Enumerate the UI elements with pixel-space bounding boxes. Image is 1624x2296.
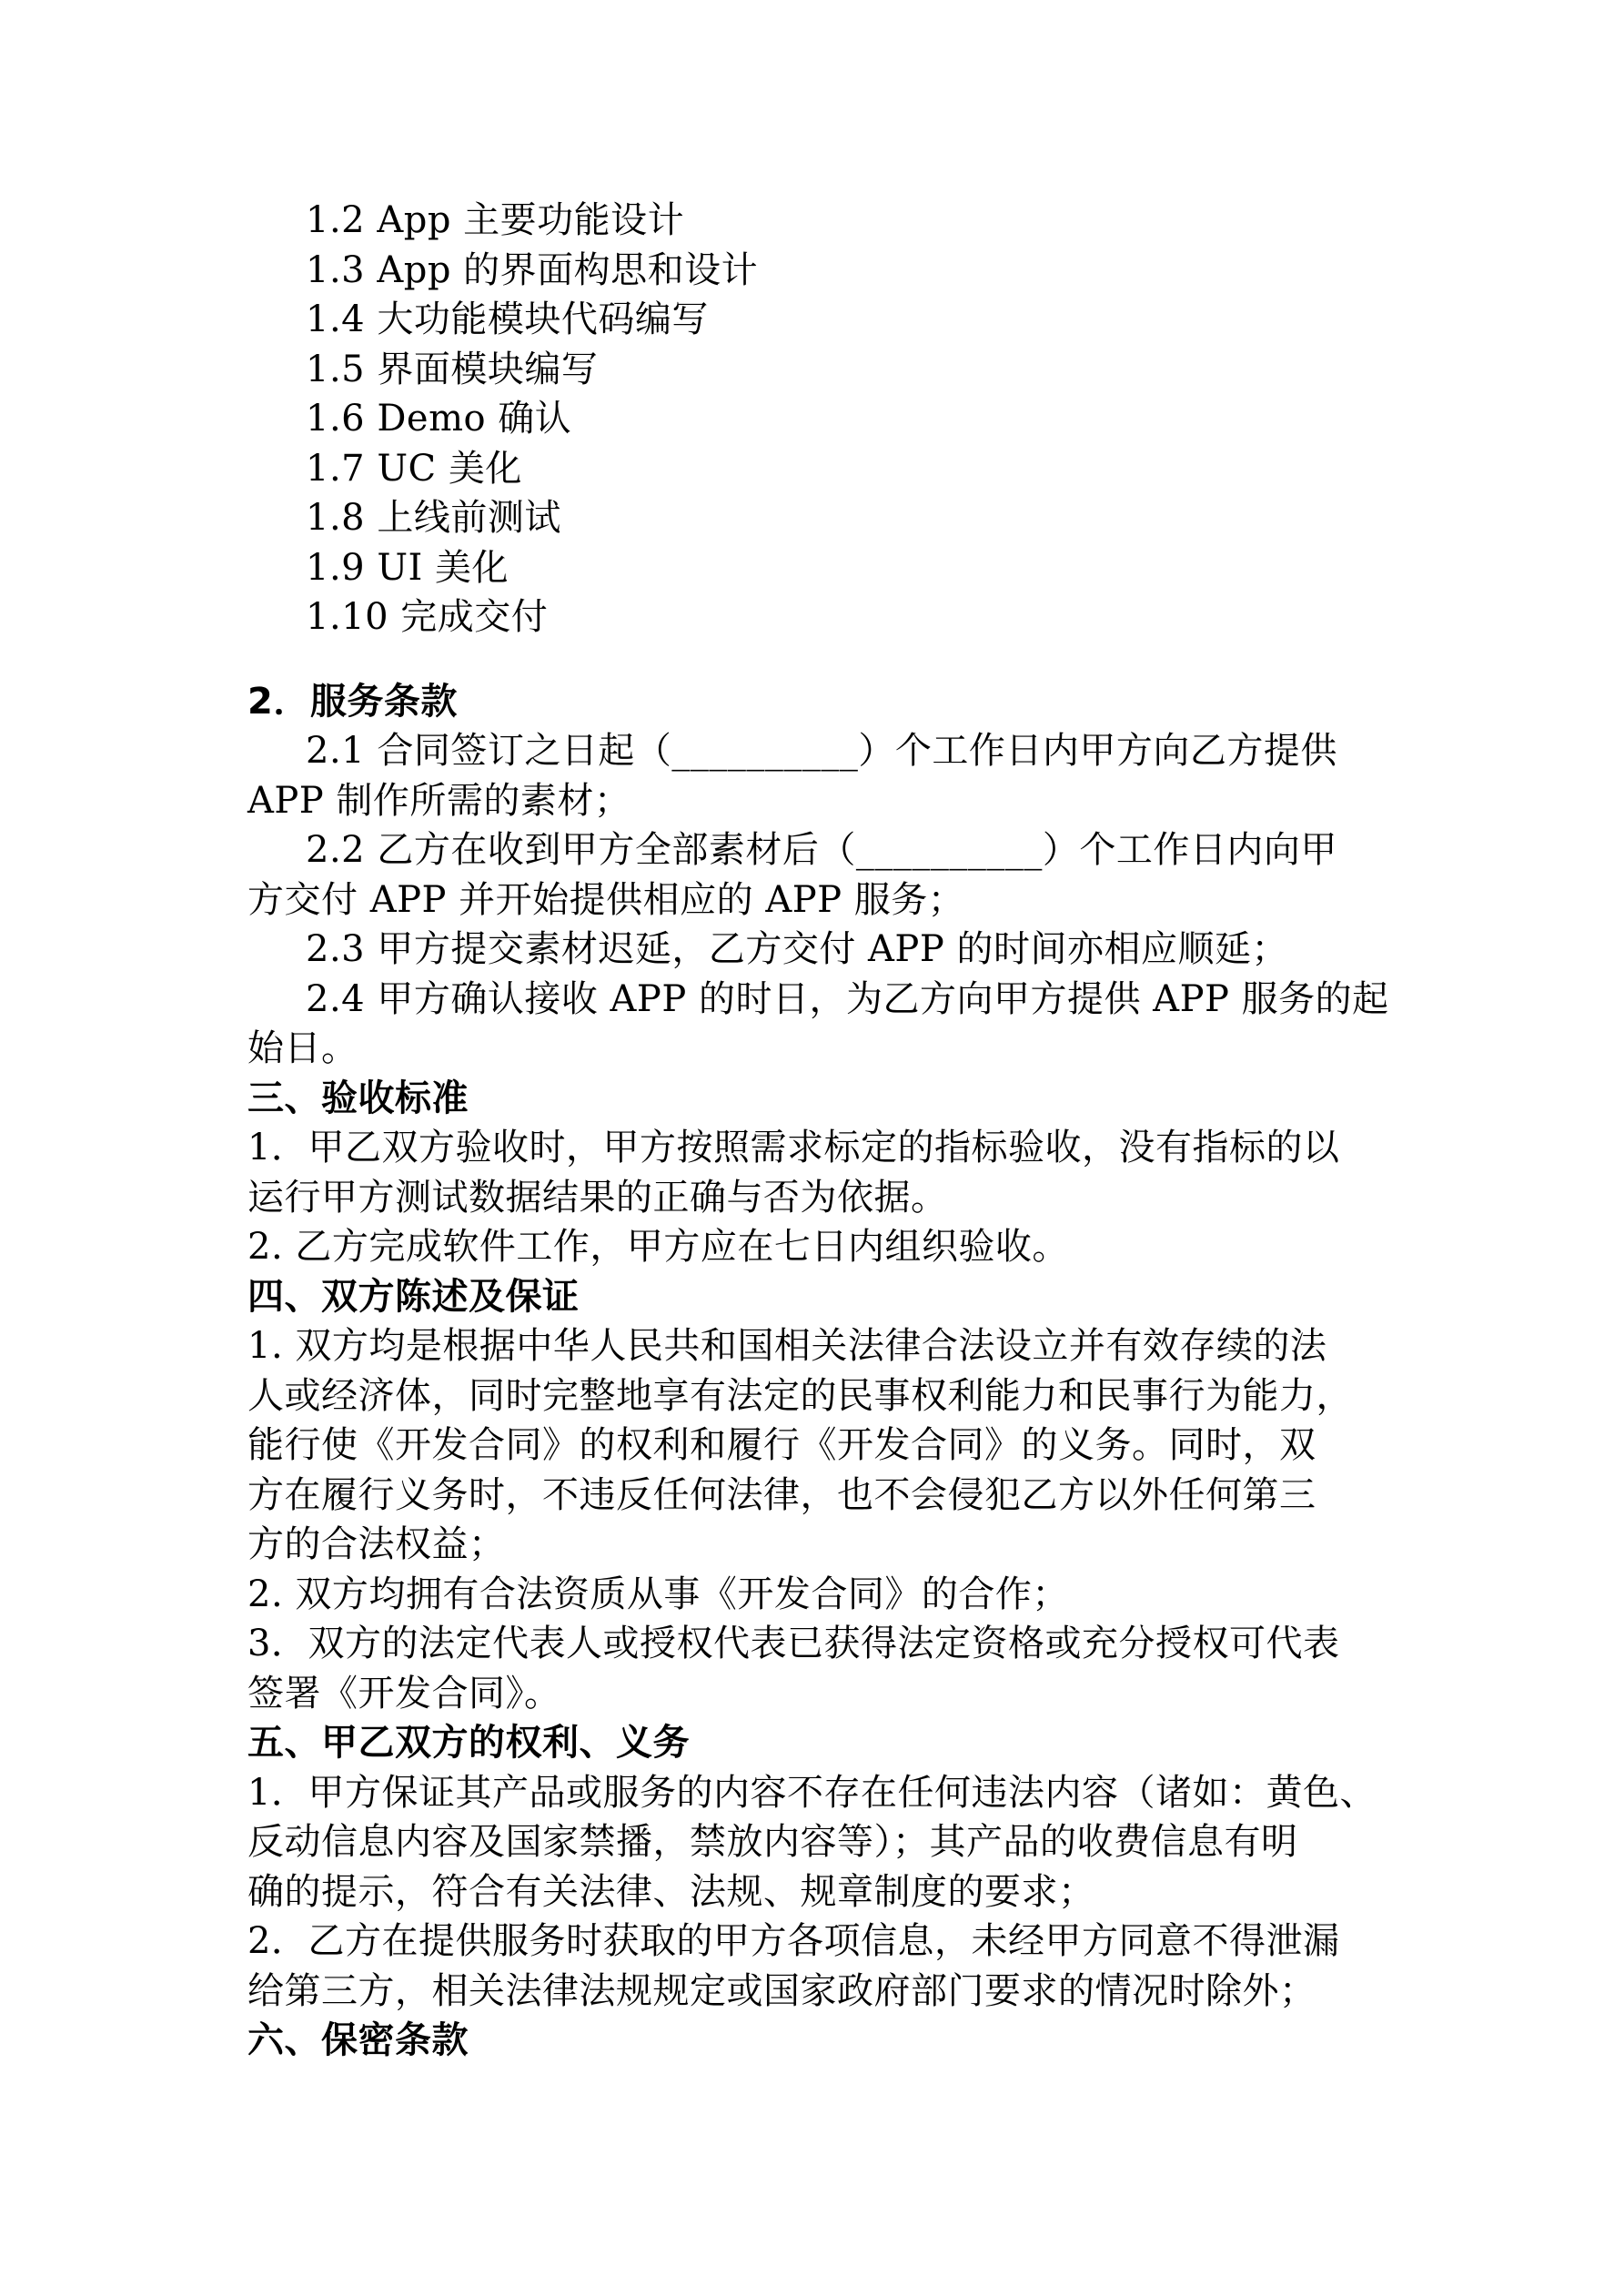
clause-2-3: 2.3 甲方提交素材迟延，乙方交付 APP 的时间亦相应顺延； [306,928,1288,970]
representation-item-3-line-1: 3．双方的法定代表人或授权代表已获得法定资格或充分授权可代表 [247,1623,1340,1664]
representation-item-1-line-5: 方的合法权益； [247,1523,506,1565]
rights-item-2-line-2: 给第三方，相关法律法规规定或国家政府部门要求的情况时除外； [247,1969,1316,2012]
clause-2-2-line-1: 2.2 乙方在收到甲方全部素材后（__________）个工作日内向甲 [306,829,1337,871]
clause-2-4-line-2: 始日。 [247,1027,358,1069]
acceptance-item-1-line-1: 1．甲乙双方验收时，甲方按照需求标定的指标验收，没有指标的以 [247,1127,1340,1168]
representation-item-1-line-4: 方在履行义务时，不违反任何法律，也不会侵犯乙方以外任何第三 [247,1473,1316,1516]
list-item: 1.8 上线前测试 [306,497,561,539]
list-item: 1.5 界面模块编写 [306,348,599,390]
clause-2-2-line-2: 方交付 APP 并开始提供相应的 APP 服务； [247,878,965,921]
list-item: 1.4 大功能模块代码编写 [306,298,709,340]
rights-item-1-line-1: 1．甲方保证其产品或服务的内容不存在任何违法内容（诸如：黄色、 [247,1771,1377,1814]
section-heading-rights-obligations: 五、甲乙双方的权利、义务 [247,1722,690,1764]
section-heading-confidentiality: 六、保密条款 [247,2019,469,2061]
section-heading-acceptance-criteria: 三、验收标准 [247,1077,469,1119]
rights-item-1-line-2: 反动信息内容及国家禁播，禁放内容等）；其产品的收费信息有明 [247,1821,1298,1863]
clause-2-4-line-1: 2.4 甲方确认接收 APP 的时日，为乙方向甲方提供 APP 服务的起 [306,977,1389,1020]
document-body [247,196,1394,2066]
clause-2-1-line-2: APP 制作所需的素材； [247,779,631,822]
representation-item-1-line-1: 1. 双方均是根据中华人民共和国相关法律合法设立并有效存续的法 [247,1325,1327,1367]
clause-2-1-line-1: 2.1 合同签订之日起（__________）个工作日内甲方向乙方提供 [306,730,1337,772]
list-item: 1.9 UI 美化 [306,546,509,589]
representation-item-1-line-3: 能行使《开发合同》的权利和履行《开发合同》的义务。同时，双 [247,1424,1316,1466]
list-item: 1.6 Demo 确认 [306,398,572,440]
list-item: 1.2 App 主要功能设计 [306,199,685,241]
section-heading-representations: 四、双方陈述及保证 [247,1275,580,1318]
representation-item-2: 2. 双方均拥有合法资质从事《开发合同》的合作； [247,1573,1069,1615]
section-heading-service-terms: 2．服务条款 [247,680,458,723]
representation-item-1-line-2: 人或经济体，同时完整地享有法定的民事权利能力和民事行为能力， [247,1374,1353,1417]
rights-item-2-line-1: 2．乙方在提供服务时获取的甲方各项信息，未经甲方同意不得泄漏 [247,1920,1340,1962]
list-item: 1.10 完成交付 [306,596,549,638]
acceptance-item-1-line-2: 运行甲方测试数据结果的正确与否为依据。 [247,1176,948,1219]
list-item: 1.3 App 的界面构思和设计 [306,248,759,291]
representation-item-3-line-2: 签署《开发合同》。 [247,1672,561,1714]
rights-item-1-line-3: 确的提示，符合有关法律、法规、规章制度的要求； [247,1870,1095,1913]
acceptance-item-2: 2. 乙方完成软件工作，甲方应在七日内组织验收。 [247,1226,1069,1268]
list-item: 1.7 UC 美化 [306,447,522,490]
